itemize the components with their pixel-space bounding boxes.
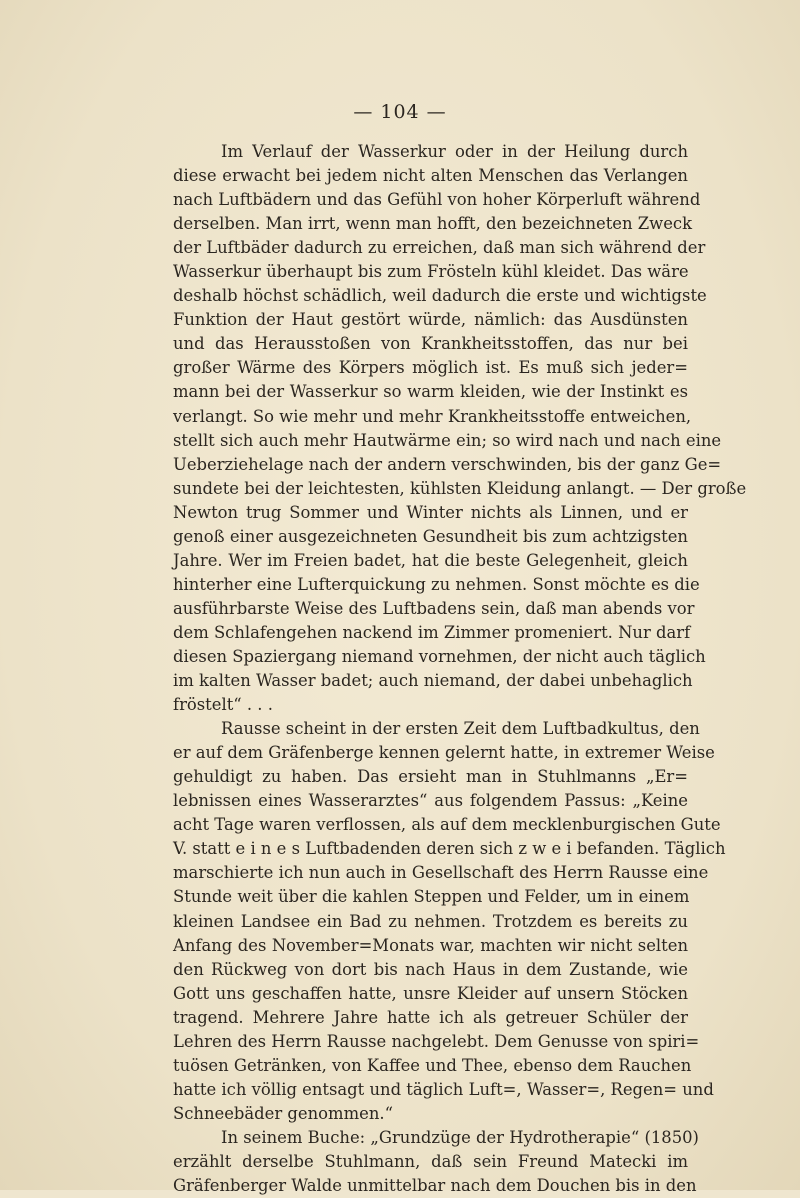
text-line: Anfang des November=Monats war, machten wir nicht selten [173, 935, 688, 955]
text-line: erzählt derselbe Stuhlmann, daß sein Freund Matecki im [173, 1151, 688, 1171]
text-line: Ueberziehelage nach der andern verschwinden, bis der ganz Ge= [173, 454, 722, 474]
body-text [173, 140, 747, 1198]
text-line: sundete bei der leichtesten, kühlsten Kleidung anlangt. — Der große [173, 478, 747, 498]
text-line: In seinem Buche: „Grundzüge der Hydrotherapie“ (1850) [221, 1127, 699, 1147]
text-line: im kalten Wasser badet; auch niemand, der dabei unbehaglich [173, 671, 693, 691]
text-line: stellt sich auch mehr Hautwärme ein; so wird nach und nach eine [173, 430, 722, 450]
text-line: ausführbarste Weise des Luftbadens sein, daß man abends vor [173, 598, 695, 618]
text-line: diese erwacht bei jedem nicht alten Menschen das Verlangen [173, 166, 688, 186]
text-line: Gott uns geschaffen hatte, unsre Kleider auf unsern Stöcken [173, 983, 688, 1003]
text-line: Newton trug Sommer und Winter nichts als Linnen, und er [173, 502, 688, 522]
text-line: diesen Spaziergang niemand vornehmen, der nicht auch täglich [173, 646, 706, 666]
text-line: und das Herausstoßen von Krankheitsstoffen, das nur bei [173, 334, 688, 354]
text-line: lebnissen eines Wasserarztes“ aus folgendem Passus: „Keine [173, 791, 688, 811]
text-line: gehuldigt zu haben. Das ersieht man in Stuhlmanns „Er= [173, 767, 688, 787]
text-line: Stunde weit über die kahlen Steppen und Felder, um in einem [173, 887, 690, 907]
text-line: derselben. Man irrt, wenn man hofft, den bezeichneten Zweck [173, 214, 693, 234]
text-line: fröstelt“ . . . [173, 695, 273, 715]
text-line: er auf dem Gräfenberge kennen gelernt hatte, in extremer Weise [173, 743, 715, 763]
text-line: Im Verlauf der Wasserkur oder in der Heilung durch [221, 142, 688, 161]
text-line: acht Tage waren verflossen, als auf dem mecklenburgischen Gute [173, 815, 721, 835]
text-line: den Rückweg von dort bis nach Haus in dem Zustande, wie [173, 959, 688, 979]
text-line: Rausse scheint in der ersten Zeit dem Luftbadkultus, den [221, 719, 700, 739]
text-line: marschierte ich nun auch in Gesellschaft des Herrn Rausse eine [173, 863, 709, 883]
text-line: Funktion der Haut gestört würde, nämlich: das Ausdünsten [173, 310, 688, 330]
text-line: nach Luftbädern und das Gefühl von hoher Körperluft während [173, 190, 701, 210]
text-line: kleinen Landsee ein Bad zu nehmen. Trotzdem es bereits zu [173, 911, 688, 931]
text-line: tuösen Getränken, von Kaffee und Thee, ebenso dem Rauchen [173, 1055, 692, 1075]
text-line: hinterher eine Lufterquickung zu nehmen. Sonst möchte es die [173, 574, 700, 594]
text-line: tragend. Mehrere Jahre hatte ich als getreuer Schüler der [173, 1007, 688, 1027]
text-line: Gräfenberger Walde unmittelbar nach dem Douchen bis in den [173, 1176, 697, 1196]
text-line: verlangt. So wie mehr und mehr Krankheitsstoffe entweichen, [173, 406, 692, 426]
text-line: Wasserkur überhaupt bis zum Frösteln kühl kleidet. Das wäre [173, 262, 689, 282]
text-line: der Luftbäder dadurch zu erreichen, daß man sich während der [173, 238, 706, 258]
text-line: Schneebäder genommen.“ [173, 1103, 393, 1123]
text-line: dem Schlafengehen nackend im Zimmer promeniert. Nur darf [173, 622, 691, 642]
text-line: großer Wärme des Körpers möglich ist. Es muß sich jeder= [173, 358, 688, 378]
page-number: — 104 — [353, 101, 447, 123]
text-line: genoß einer ausgezeichneten Gesundheit bis zum achtzigsten [173, 526, 688, 546]
text-line: mann bei der Wasserkur so warm kleiden, wie der Instinkt es [173, 382, 688, 402]
text-line: V. statt e i n e s Luftbadenden deren sich z w e i befanden. Täglich [173, 839, 726, 859]
text-line: hatte ich völlig entsagt und täglich Luft=, Wasser=, Regen= und [173, 1079, 714, 1099]
text-line: Jahre. Wer im Freien badet, hat die beste Gelegenheit, gleich [173, 550, 688, 570]
text-line: Lehren des Herrn Rausse nachgelebt. Dem Genusse von spiri= [173, 1031, 700, 1051]
text-line: deshalb höchst schädlich, weil dadurch die erste und wichtigste [173, 286, 707, 306]
